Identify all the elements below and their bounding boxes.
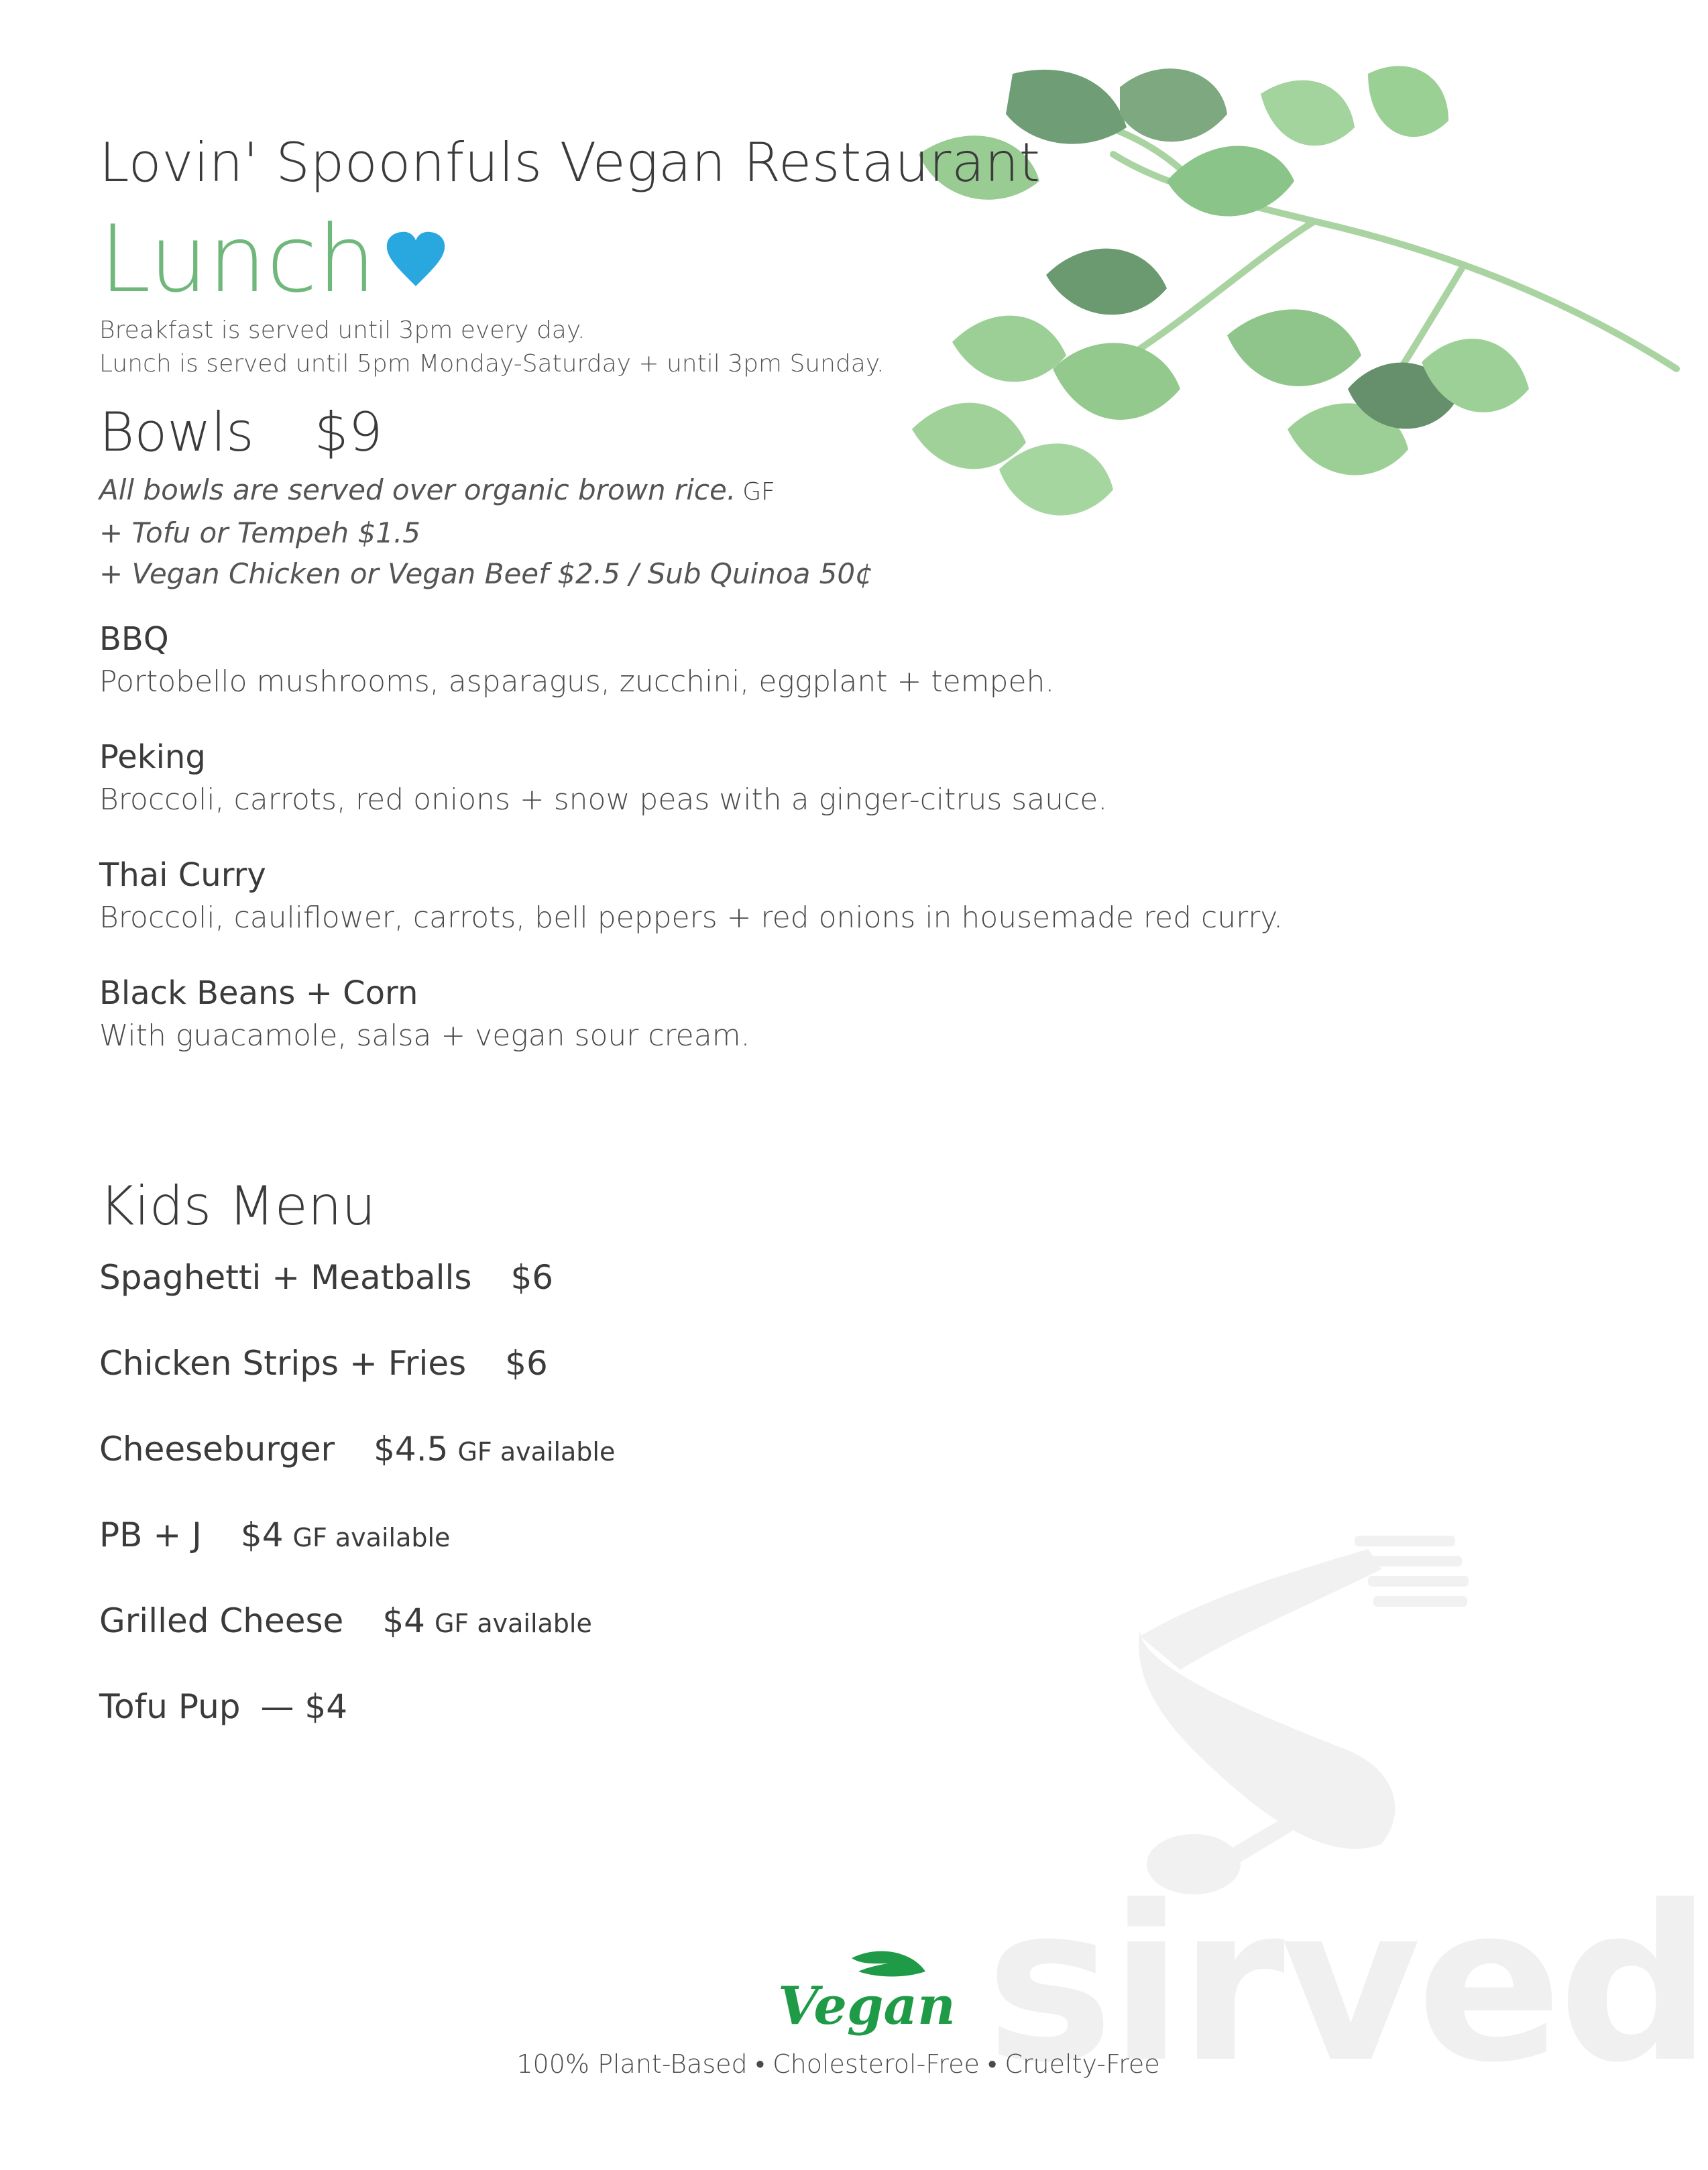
footer-tagline: 100% Plant-Based • Cholesterol-Free • Cruelty-Free bbox=[516, 2049, 1160, 2079]
item-price: $6 bbox=[505, 1344, 548, 1383]
item-note: GF available bbox=[292, 1523, 451, 1552]
fork-spoon-watermark-icon bbox=[1127, 1529, 1475, 1904]
bowls-note: All bowls are served over organic brown rice. bbox=[99, 473, 736, 506]
item-price: $4 bbox=[382, 1601, 425, 1640]
bowls-price: $9 bbox=[314, 401, 383, 463]
vegan-logo bbox=[771, 1945, 956, 2045]
hours-info bbox=[99, 314, 884, 381]
bowls-note: + Tofu or Tempeh $1.5 bbox=[99, 516, 420, 549]
list-item bbox=[99, 971, 1440, 1057]
item-name: Cheeseburger bbox=[99, 1430, 335, 1469]
gf-tag: GF bbox=[742, 478, 775, 506]
list-item bbox=[99, 735, 1440, 821]
item-description: Portobello mushrooms, asparagus, zucchini, eggplant + tempeh. bbox=[99, 665, 1055, 699]
item-price: $6 bbox=[510, 1258, 554, 1297]
bowls-notes bbox=[99, 469, 873, 594]
bowls-list bbox=[99, 617, 1440, 1089]
item-name: Thai Curry bbox=[99, 856, 266, 894]
item-note: GF available bbox=[457, 1437, 616, 1467]
item-price: $4.5 bbox=[374, 1430, 449, 1469]
list-item bbox=[99, 617, 1440, 703]
list-item bbox=[99, 1599, 615, 1684]
list-item bbox=[99, 853, 1440, 939]
item-price: — $4 bbox=[260, 1687, 348, 1726]
hours-line: Lunch is served until 5pm Monday-Saturday + until 3pm Sunday. bbox=[99, 350, 885, 378]
page-title-text: Lunch bbox=[99, 205, 376, 313]
heart-icon bbox=[386, 231, 446, 291]
item-name: Grilled Cheese bbox=[99, 1601, 344, 1640]
list-item bbox=[99, 1513, 615, 1599]
item-note: GF available bbox=[434, 1609, 592, 1638]
item-name: Spaghetti + Meatballs bbox=[99, 1258, 472, 1297]
item-description: Broccoli, cauliflower, carrots, bell peppers + red onions in housemade red curry. bbox=[99, 901, 1284, 935]
item-name: BBQ bbox=[99, 620, 169, 658]
bowls-heading bbox=[99, 401, 382, 463]
bowls-title: Bowls bbox=[99, 401, 254, 463]
item-price: $4 bbox=[240, 1516, 284, 1554]
page-title bbox=[99, 205, 446, 313]
item-name: Tofu Pup bbox=[99, 1687, 241, 1726]
bowls-note: + Vegan Chicken or Vegan Beef $2.5 / Sub Quinoa 50¢ bbox=[99, 557, 873, 590]
leaf-branch-illustration bbox=[912, 54, 1676, 563]
watermark-text: sirved bbox=[986, 1860, 1708, 2110]
item-name: PB + J bbox=[99, 1516, 202, 1554]
vegan-logo-text: Vegan bbox=[778, 1976, 956, 2037]
item-name: Chicken Strips + Fries bbox=[99, 1344, 467, 1383]
list-item bbox=[99, 1341, 615, 1427]
item-description: With guacamole, salsa + vegan sour cream. bbox=[99, 1019, 750, 1053]
kids-menu-list bbox=[99, 1255, 615, 1770]
item-name: Black Beans + Corn bbox=[99, 974, 418, 1012]
item-name: Peking bbox=[99, 738, 206, 776]
list-item bbox=[99, 1684, 615, 1770]
list-item bbox=[99, 1427, 615, 1513]
kids-menu-heading: Kids Menu bbox=[99, 1175, 376, 1237]
item-description: Broccoli, carrots, red onions + snow peas with a ginger-citrus sauce. bbox=[99, 783, 1108, 817]
hours-line: Breakfast is served until 3pm every day. bbox=[99, 317, 585, 344]
restaurant-name: Lovin' Spoonfuls Vegan Restaurant bbox=[99, 131, 1041, 194]
list-item bbox=[99, 1255, 615, 1341]
